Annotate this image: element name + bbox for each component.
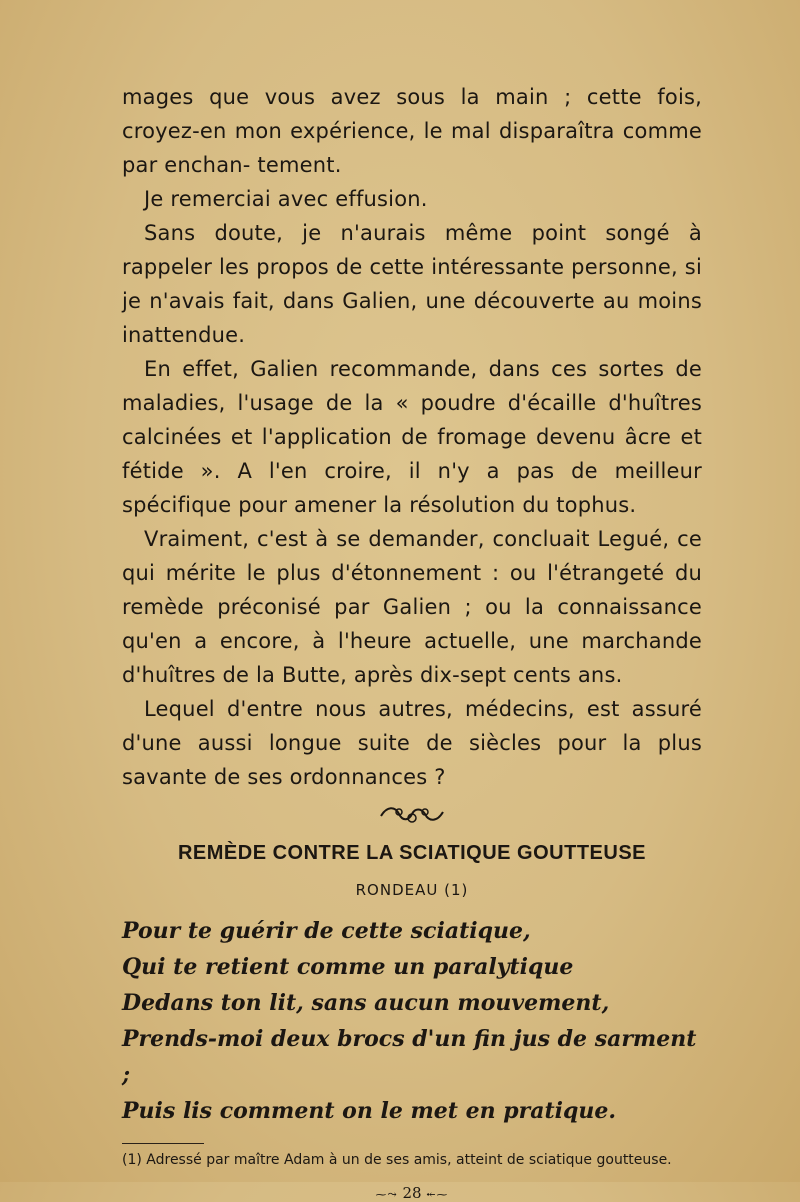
section-ornament bbox=[122, 804, 702, 830]
flourish-icon bbox=[377, 804, 447, 826]
left-flourish-icon: ⁓⤳ bbox=[375, 1188, 398, 1201]
paragraph: Vraiment, c'est à se demander, concluait Legué, ce qui mérite le plus d'étonnement : ou l'étrangeté du remède préconisé par Galien ; ou la connaissance qu'en a encore, à l'heure actuelle, une marchande d'huîtres de la Butte, après dix-sept cents ans. bbox=[122, 527, 702, 687]
poem-line: Dedans ton lit, sans aucun mouvement, bbox=[122, 990, 610, 1016]
right-flourish-icon: ⤝⁓ bbox=[426, 1188, 449, 1201]
paragraph: Lequel d'entre nous autres, médecins, est assuré d'une aussi longue suite de siècles pour la plus savante de ses ordonnances ? bbox=[122, 697, 702, 789]
paragraph: Sans doute, je n'aurais même point songé à rappeler les propos de cette intéressante personne, si je n'avais fait, dans Galien, une découverte au moins inattendue. bbox=[122, 221, 702, 347]
poem-line: Pour te guérir de cette sciatique, bbox=[122, 918, 531, 944]
footnote: (1) Adressé par maître Adam à un de ses amis, atteint de sciatique goutteuse. bbox=[122, 1152, 672, 1168]
body-text bbox=[122, 80, 702, 794]
poem-line: Qui te retient comme un paralytique bbox=[122, 954, 574, 980]
poem-title: REMÈDE CONTRE LA SCIATIQUE GOUTTEUSE bbox=[177, 842, 647, 864]
page-number: 28 bbox=[402, 1184, 422, 1202]
page-number-line bbox=[122, 1184, 702, 1202]
paragraph: Je remerciai avec effusion. bbox=[144, 187, 428, 211]
paragraph: En effet, Galien recommande, dans ces sortes de maladies, l'usage de la « poudre d'écaille d'huîtres calcinées et l'application de fromage devenu âcre et fétide ». A l'en croire, il n'y a pas de meilleur spécifique pour amener la résolution du tophus. bbox=[122, 357, 702, 517]
poem-subtitle: RONDEAU (1) bbox=[355, 881, 469, 899]
poem bbox=[122, 913, 702, 1129]
poem-line: Puis lis comment on le met en pratique. bbox=[122, 1098, 617, 1124]
paragraph: mages que vous avez sous la main ; cette fois, croyez-en mon expérience, le mal disparaîtra comme par enchan- tement. bbox=[122, 85, 702, 177]
footnote-rule bbox=[122, 1143, 204, 1144]
page bbox=[122, 80, 702, 1202]
poem-line: Prends-moi deux brocs d'un fin jus de sarment ; bbox=[122, 1026, 697, 1088]
